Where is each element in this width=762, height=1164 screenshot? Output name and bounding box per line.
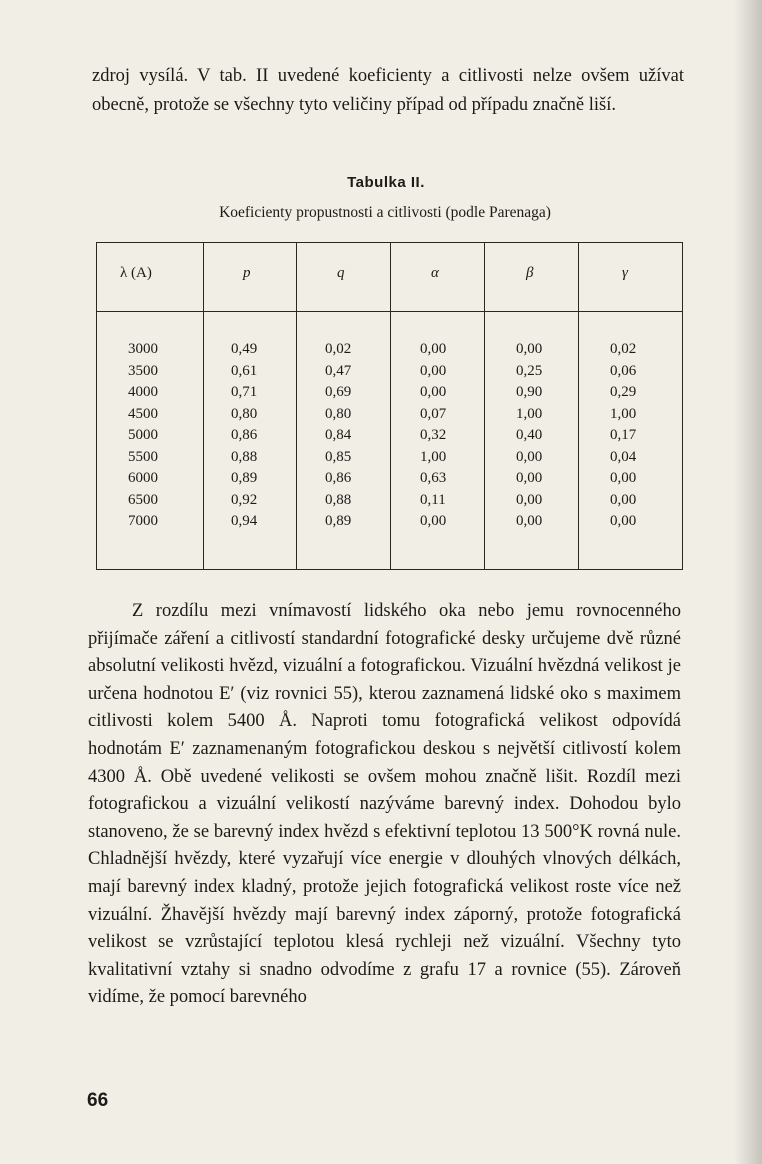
header-beta: β	[526, 265, 534, 281]
table-cell: 3000	[128, 341, 158, 357]
table-cell: 0,00	[610, 470, 637, 486]
table-cell: 0,00	[516, 341, 543, 357]
column-divider	[578, 243, 579, 569]
table-cell: 0,11	[420, 491, 446, 508]
table-cell: 0,90	[516, 384, 543, 400]
table-cell: 0,07	[420, 405, 447, 422]
table-cell: 0,06	[610, 362, 637, 379]
header-separator	[96, 311, 682, 312]
table-cell: 0,00	[516, 513, 543, 529]
table-cell: 0,00	[420, 384, 447, 400]
table-cell: 0,49	[231, 341, 258, 357]
table-title: Tabulka II.	[347, 174, 425, 191]
table-cell: 0,02	[325, 341, 352, 357]
table-cell: 0,88	[325, 491, 352, 508]
table-left-border	[96, 243, 97, 569]
table-cell: 0,40	[516, 427, 543, 443]
header-q: q	[337, 265, 345, 281]
table-cell: 1,00	[516, 405, 543, 422]
column-beta	[516, 339, 542, 533]
table-cell: 0,04	[610, 448, 637, 465]
table-cell: 0,00	[420, 341, 447, 357]
header-lambda: λ (A)	[120, 265, 152, 281]
table-cell: 0,84	[325, 427, 352, 443]
table-cell: 3500	[128, 362, 158, 379]
table-cell: 0,85	[325, 448, 352, 465]
table-cell: 1,00	[420, 448, 447, 465]
column-p	[231, 339, 257, 533]
table-cell: 0,00	[516, 491, 543, 508]
table-cell: 0,00	[610, 513, 637, 529]
page-number: 66	[87, 1090, 109, 1111]
table-cell: 6500	[128, 491, 158, 508]
table-cell: 0,89	[231, 470, 258, 486]
body-paragraph: Z rozdílu mezi vnímavostí lidského oka nebo jemu rovnocenného přijímače záření a citlivostí standardní fotografické desky určujeme dvě různé absolutní velikosti hvězd, vizuální a fotografickou. Vizuální hvězdná velikost je určena hodnotou E′ (viz rovnici 55), kterou zaznamená lidské oko s maximem citlivosti kolem 5400 Å. Naproti tomu fotografická velikost odpovídá hodnotám E′ zaznamenaným fotografickou deskou s největší citlivostí kolem 4300 Å. Obě uvedené velikosti se ovšem mohou značně lišit. Rozdíl mezi fotografickou a vizuální velikostí nazýváme barevný index. Dohodou bylo stanoveno, že se barevný index hvězd s efektivní teplotou 13 500°K rovná nule. Chladnější hvězdy, které vyzařují více energie v dlouhých vlnových délkách, mají barevný index kladný, protože jejich fotografická velikost roste více než vizuální. Žhavější hvězdy mají barevný index záporný, protože fotografická velikost se vzrůstající teplotou klesá rychleji než vizuální. Všechny tyto kvalitativní vztahy si snadno odvodíme z grafu 17 a rovnice (55). Zároveň vidíme, že pomocí barevného	[88, 601, 681, 1008]
table-caption: Koeficienty propustnosti a citlivosti (podle Parenaga)	[219, 204, 551, 221]
table-cell: 0,29	[610, 384, 637, 400]
header-alpha: α	[431, 265, 439, 281]
table-cell: 5000	[128, 427, 158, 443]
table-cell: 0,00	[516, 470, 543, 486]
column-gamma	[610, 339, 636, 533]
table-cell: 0,61	[231, 362, 258, 379]
column-lambda	[128, 339, 158, 533]
coefficients-table	[96, 242, 683, 570]
table-cell: 0,00	[516, 448, 543, 465]
table-cell: 6000	[128, 470, 158, 486]
table-cell: 0,47	[325, 362, 352, 379]
table-cell: 4500	[128, 405, 158, 422]
table-cell: 0,25	[516, 362, 543, 379]
header-gamma: γ	[622, 265, 628, 281]
table-cell: 7000	[128, 513, 158, 529]
column-alpha	[420, 339, 446, 533]
column-divider	[390, 243, 391, 569]
table-cell: 0,92	[231, 491, 258, 508]
table-cell: 0,63	[420, 470, 447, 486]
table-cell: 0,86	[231, 427, 258, 443]
column-divider	[484, 243, 485, 569]
table-cell: 1,00	[610, 405, 637, 422]
table-cell: 0,80	[231, 405, 258, 422]
table-cell: 0,94	[231, 513, 258, 529]
column-q	[325, 339, 351, 533]
table-cell: 0,00	[610, 491, 637, 508]
table-cell: 0,71	[231, 384, 258, 400]
table-cell: 0,69	[325, 384, 352, 400]
table-cell: 0,02	[610, 341, 637, 357]
table-cell: 4000	[128, 384, 158, 400]
header-p: p	[243, 265, 251, 281]
table-cell: 0,88	[231, 448, 258, 465]
table-cell: 0,89	[325, 513, 352, 529]
intro-paragraph: zdroj vysílá. V tab. II uvedené koeficienty a citlivosti nelze ovšem užívat obecně, protože se všechny tyto veličiny případ od případu značně liší.	[92, 66, 684, 115]
table-cell: 0,00	[420, 362, 447, 379]
column-divider	[203, 243, 204, 569]
column-divider	[296, 243, 297, 569]
table-cell: 5500	[128, 448, 158, 465]
table-cell: 0,32	[420, 427, 447, 443]
table-cell: 0,86	[325, 470, 352, 486]
table-cell: 0,80	[325, 405, 352, 422]
table-cell: 0,17	[610, 427, 637, 443]
table-cell: 0,00	[420, 513, 447, 529]
